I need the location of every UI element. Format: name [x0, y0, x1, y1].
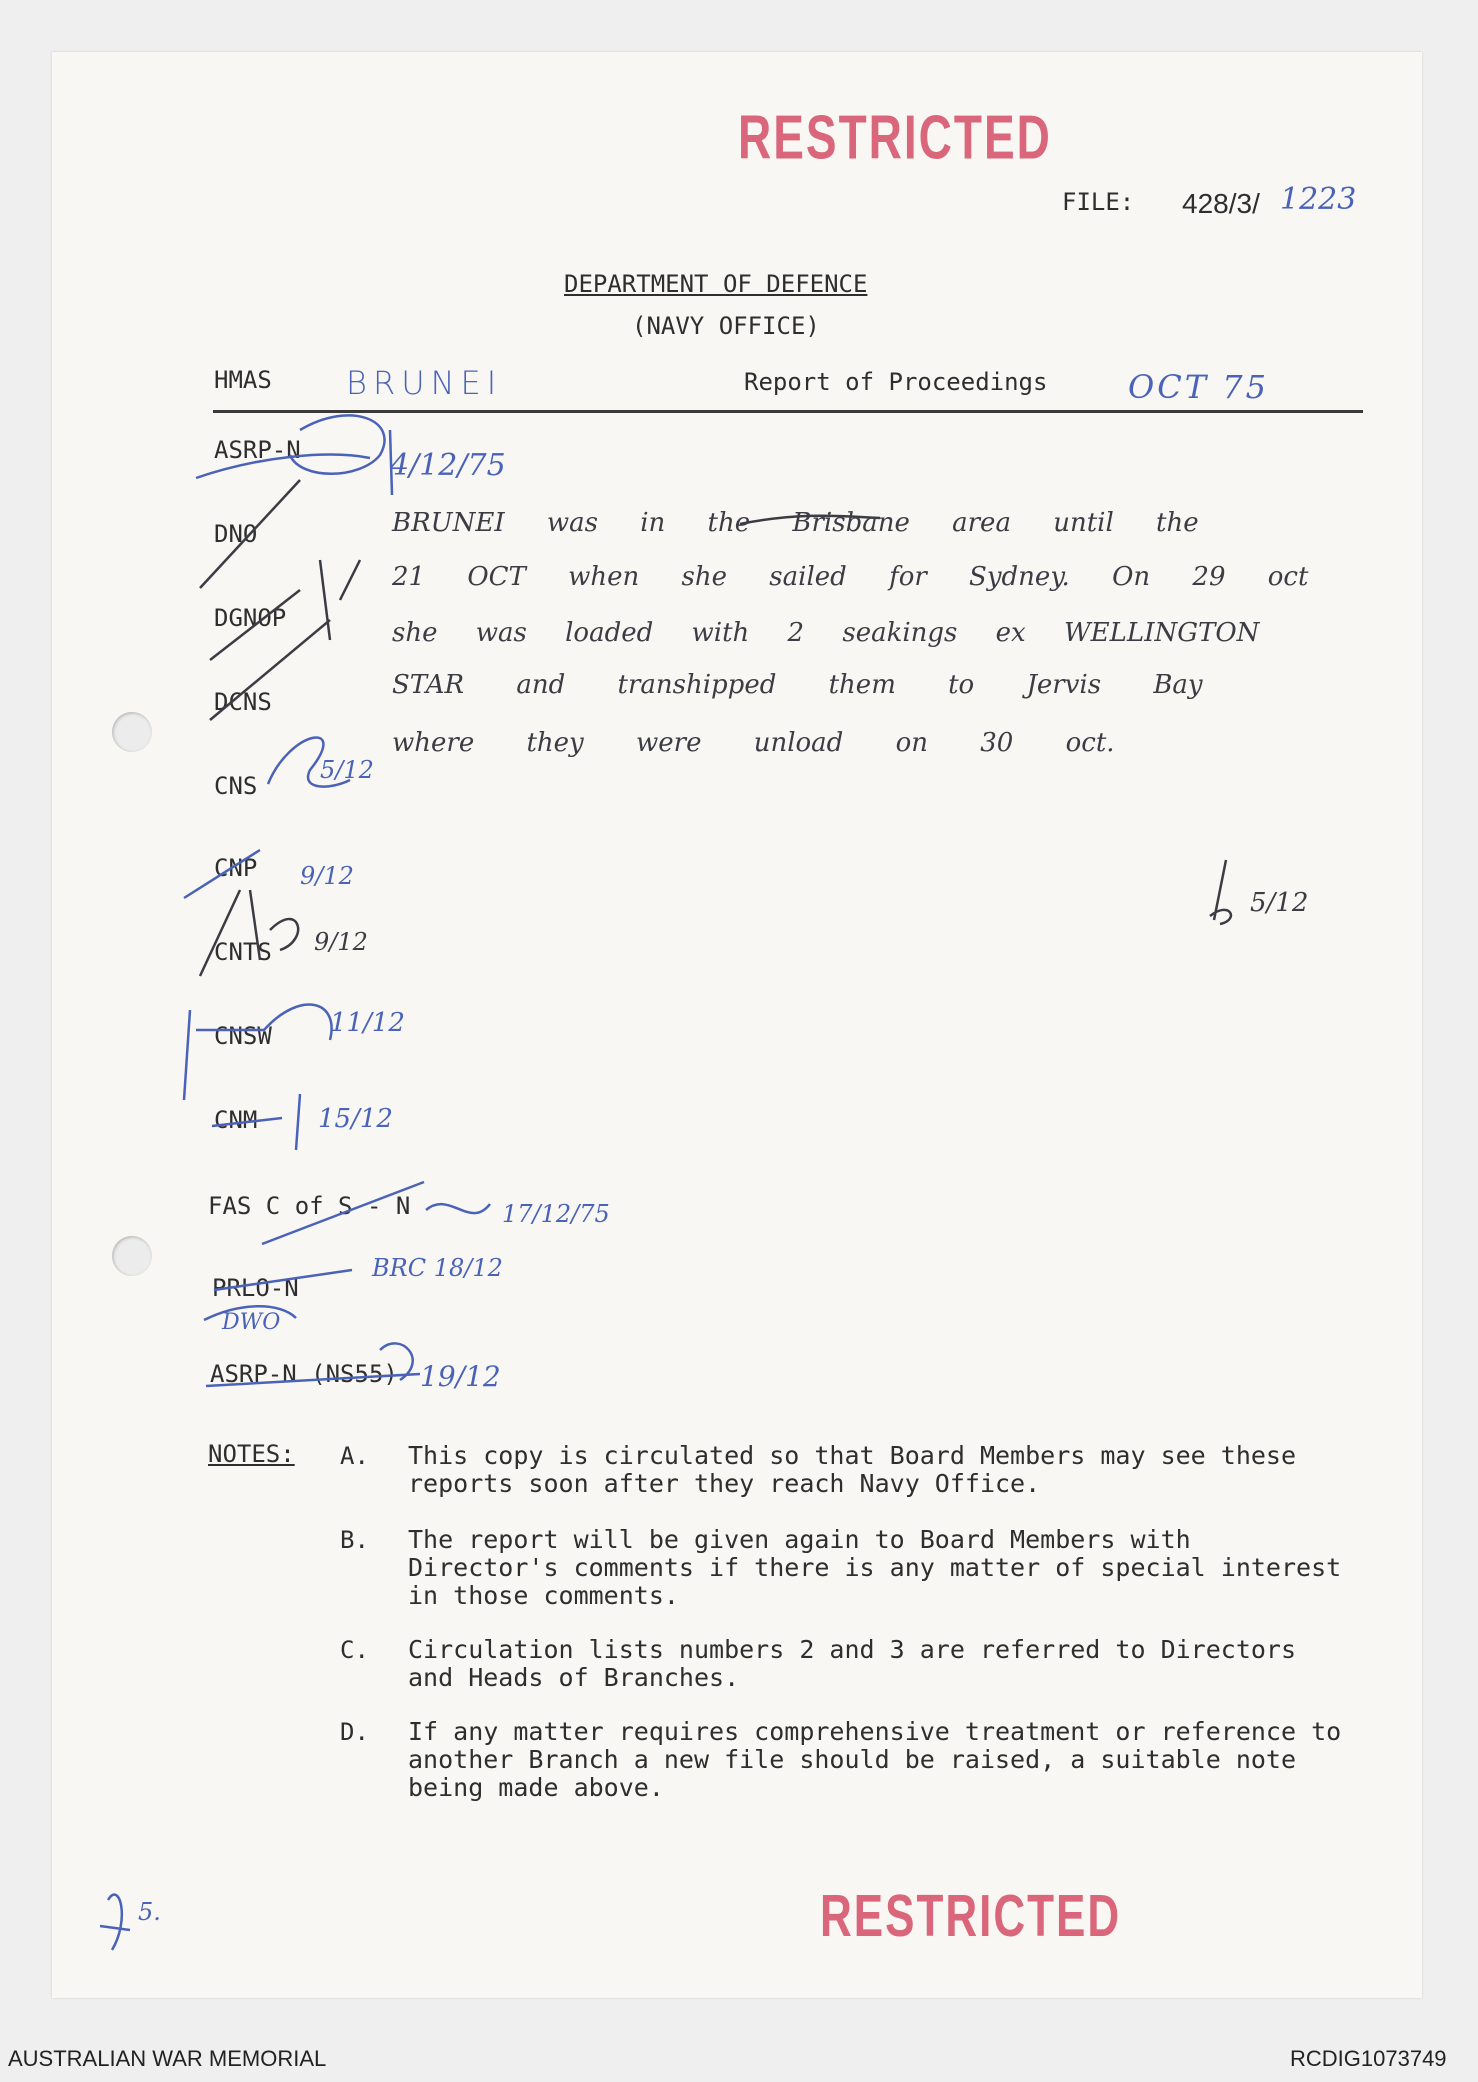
note-d-letter: D. — [340, 1718, 369, 1746]
footer-source: AUSTRALIAN WAR MEMORIAL — [8, 2046, 327, 2071]
note-c-text: Circulation lists numbers 2 and 3 are referred to Directors and Heads of Branches. — [408, 1635, 1297, 1692]
routing-cnp: CNP — [214, 854, 258, 882]
routing-prlo-n: PRLO-N — [212, 1274, 299, 1302]
routing-asrp-n: ASRP-N — [214, 436, 301, 464]
note-b-text: The report will be given again to Board Members with Director's comments if there is any matter of special interest in those comments. — [408, 1525, 1342, 1610]
note-a-letter: A. — [340, 1442, 369, 1470]
report-body-line-1: BRUNEI was in the Brisbane area until the — [392, 508, 1199, 538]
hmas-label: HMAS — [214, 366, 272, 394]
notes-label: NOTES: — [208, 1440, 295, 1468]
ship-name-handwritten: BRUNEI — [346, 364, 503, 402]
report-body-line-4: STAR and transhipped them to Jervis Bay — [392, 670, 1203, 700]
report-body-line-2: 21 OCT when she sailed for Sydney. On 29 oct — [392, 562, 1309, 592]
corner-initial-mark: 5. — [138, 1898, 161, 1926]
routing-cnm: CNM — [214, 1106, 258, 1134]
note-a-text: This copy is circulated so that Board Members may see these reports soon after they reach Navy Office. — [408, 1441, 1297, 1498]
annotation-cnsw: 11/12 — [330, 1008, 405, 1038]
note-c-letter: C. — [340, 1636, 369, 1664]
annotation-asrp-n: 4/12/75 — [390, 448, 506, 483]
routing-cns: CNS — [214, 772, 258, 800]
file-number-handwritten: 1223 — [1280, 182, 1357, 217]
restricted-stamp-top: RESTRICTED — [738, 101, 1052, 173]
routing-asrp-n-ns55: ASRP-N (NS55) — [210, 1360, 398, 1388]
report-body-line-5: where they were unload on 30 oct. — [392, 728, 1115, 758]
report-body-line-3: she was loaded with 2 seakings ex WELLINGTON — [392, 618, 1260, 648]
routing-dgnop: DGNOP — [214, 604, 287, 632]
annotation-cnm: 15/12 — [318, 1104, 393, 1134]
annotation-cns: 5/12 — [320, 756, 374, 784]
report-period-handwritten: OCT 75 — [1128, 368, 1269, 406]
routing-cnts: CNTS — [214, 938, 272, 966]
annotation-asrp-n-ns55: 19/12 — [420, 1360, 501, 1393]
heading-office: (NAVY OFFICE) — [632, 312, 820, 340]
file-number: 428/3/ — [1182, 188, 1260, 219]
routing-dcns: DCNS — [214, 688, 272, 716]
routing-dwo: DWO — [222, 1310, 281, 1335]
report-title: Report of Proceedings — [744, 368, 1048, 396]
routing-dno: DNO — [214, 520, 258, 548]
routing-fas: FAS C of S - N — [208, 1192, 411, 1220]
signoff-date: 5/12 — [1250, 888, 1309, 918]
annotation-fas: 17/12/75 — [502, 1200, 610, 1228]
annotation-prlo-n: BRC 18/12 — [372, 1254, 503, 1282]
annotation-cnp: 9/12 — [300, 862, 354, 890]
annotation-cnts: 9/12 — [314, 928, 368, 956]
restricted-stamp-bottom: RESTRICTED — [820, 1883, 1122, 1950]
footer-id: RCDIG1073749 — [1290, 2046, 1447, 2071]
routing-cnsw: CNSW — [214, 1022, 272, 1050]
file-label: FILE: — [1062, 188, 1135, 216]
note-b-letter: B. — [340, 1526, 369, 1554]
note-d-text: If any matter requires comprehensive treatment or reference to another Branch a new file should be raised, a suitable note being made above. — [408, 1717, 1342, 1802]
heading-department: DEPARTMENT OF DEFENCE — [564, 270, 868, 298]
